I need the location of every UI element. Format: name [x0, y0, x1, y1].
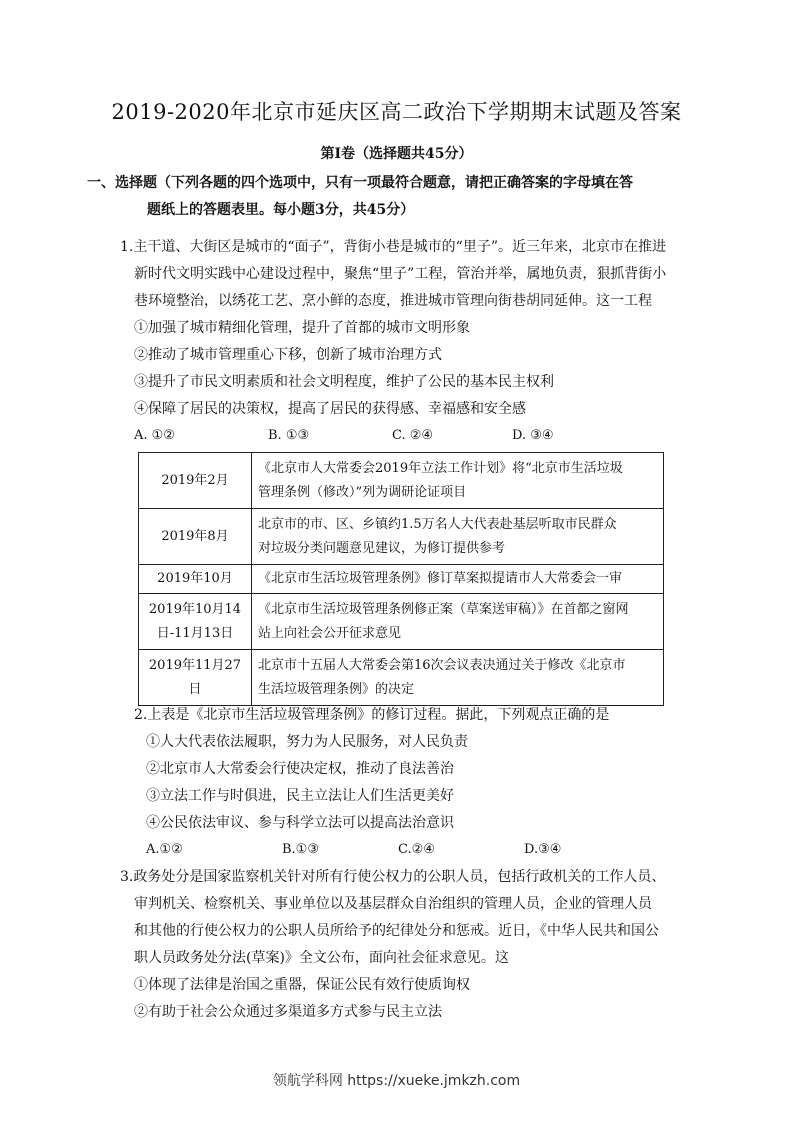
q3-statement: ②有助于社会公众通过多渠道多方式参与民主立法: [134, 1004, 442, 1020]
table-cell-date: 2019年2月: [139, 453, 252, 509]
q2-statement: ④公民依法审议、参与科学立法可以提高法治意识: [146, 815, 454, 831]
table-row: [139, 453, 664, 509]
q2-statement: ②北京市人大常委会行使决定权，推动了良法善治: [146, 761, 454, 777]
table-cell-date: 2019年8月: [139, 509, 252, 565]
revision-table: [138, 452, 664, 706]
q1-option-b: B. ①③: [268, 428, 310, 443]
q1-statement: ④保障了居民的决策权，提高了居民的获得感、幸福感和安全感: [134, 401, 526, 417]
q1-stem-line: 新时代文明实践中心建设过程中，聚焦“里子”工程，管治并举，属地负责，狠抓背街小: [134, 266, 667, 282]
q2-statement: ①人大代表依法履职，努力为人民服务，对人民负责: [146, 734, 468, 750]
q1-option-d: D. ③④: [512, 428, 554, 443]
q2-stem: 2.上表是《北京市生活垃圾管理条例》的修订过程。据此，下列观点正确的是: [134, 707, 610, 723]
instruction-line: 一、选择题（下列各题的四个选项中，只有一项最符合题意，请把正确答案的字母填在答: [87, 175, 633, 191]
q1-stem-line: 1.主干道、大街区是城市的“面子”，背街小巷是城市的“里子”。近三年来，北京市在推进: [120, 239, 666, 255]
section-heading: 第Ⅰ卷（选择题共45分）: [320, 146, 473, 162]
instructions: [87, 170, 680, 224]
q1-option-c: C. ②④: [392, 428, 434, 443]
instruction-line: 题纸上的答题表里。每小题3分，共45分）: [147, 202, 415, 218]
table-cell-text: 北京市的市、区、乡镇约1.5万名人大代表赴基层听取市民群众 对垃圾分类问题意见建议，为修订提供参考: [252, 509, 664, 565]
table-row: [139, 565, 664, 594]
table-cell-text: 《北京市人大常委会2019年立法工作计划》将“北京市生活垃圾 管理条例（修改）”列为调研论证项目: [252, 453, 664, 509]
q3-stem-line: 审判机关、检察机关、事业单位以及基层群众自治组织的管理人员，企业的管理人员: [134, 896, 652, 912]
table-cell-date: 2019年10月14 日-11月13日: [139, 594, 252, 650]
q1-statement: ②推动了城市管理重心下移，创新了城市治理方式: [134, 347, 442, 363]
q1-statement: ①加强了城市精细化管理，提升了首都的城市文明形象: [134, 320, 470, 336]
q3-statement: ①体现了法律是治国之重器，保证公民有效行使质询权: [134, 977, 470, 993]
q3-stem-line: 职人员政务处分法(草案)》全文公布，面向社会征求意见。这: [134, 950, 509, 966]
q1-statement: ③提升了市民文明素质和社会文明程度，维护了公民的基本民主权利: [134, 374, 554, 390]
q1-option-a: A. ①②: [134, 428, 175, 443]
table-row: [139, 594, 664, 650]
table-cell-text: 北京市十五届人大常委会第16次会议表决通过关于修改《北京市 生活垃圾管理条例》的决定: [252, 650, 664, 706]
page-title: 2019-2020年北京市延庆区高二政治下学期期末试题及答案: [111, 100, 682, 124]
q3-stem-line: 和其他的行使公权力的公职人员所给予的纪律处分和惩戒。近日，《中华人民共和国公: [134, 923, 659, 939]
q2-option-d: D.③④: [524, 842, 562, 857]
table-row: [139, 509, 664, 565]
table-cell-text: 《北京市生活垃圾管理条例》修订草案拟提请市人大常委会一审: [252, 565, 664, 594]
q2-option-a: A.①②: [146, 842, 183, 857]
q2-option-c: C.②④: [398, 842, 435, 857]
table-cell-date: 2019年10月: [139, 565, 252, 594]
table-cell-date: 2019年11月27 日: [139, 650, 252, 706]
q1-stem-line: 巷环境整治，以绣花工艺、烹小鲜的态度，推进城市管理向街巷胡同延伸。这一工程: [134, 293, 652, 309]
table-row: [139, 650, 664, 706]
q2-option-b: B.①③: [282, 842, 319, 857]
q2-statement: ③立法工作与时俱进，民主立法让人们生活更美好: [146, 788, 454, 804]
footer-watermark: 领航学科网 https://xueke.jmkzh.com: [272, 1073, 521, 1089]
q3-stem-line: 3.政务处分是国家监察机关针对所有行使公权力的公职人员，包括行政机关的工作人员、: [120, 869, 666, 885]
table-cell-text: 《北京市生活垃圾管理条例修正案（草案送审稿）》在首都之窗网 站上向社会公开征求意见: [252, 594, 664, 650]
